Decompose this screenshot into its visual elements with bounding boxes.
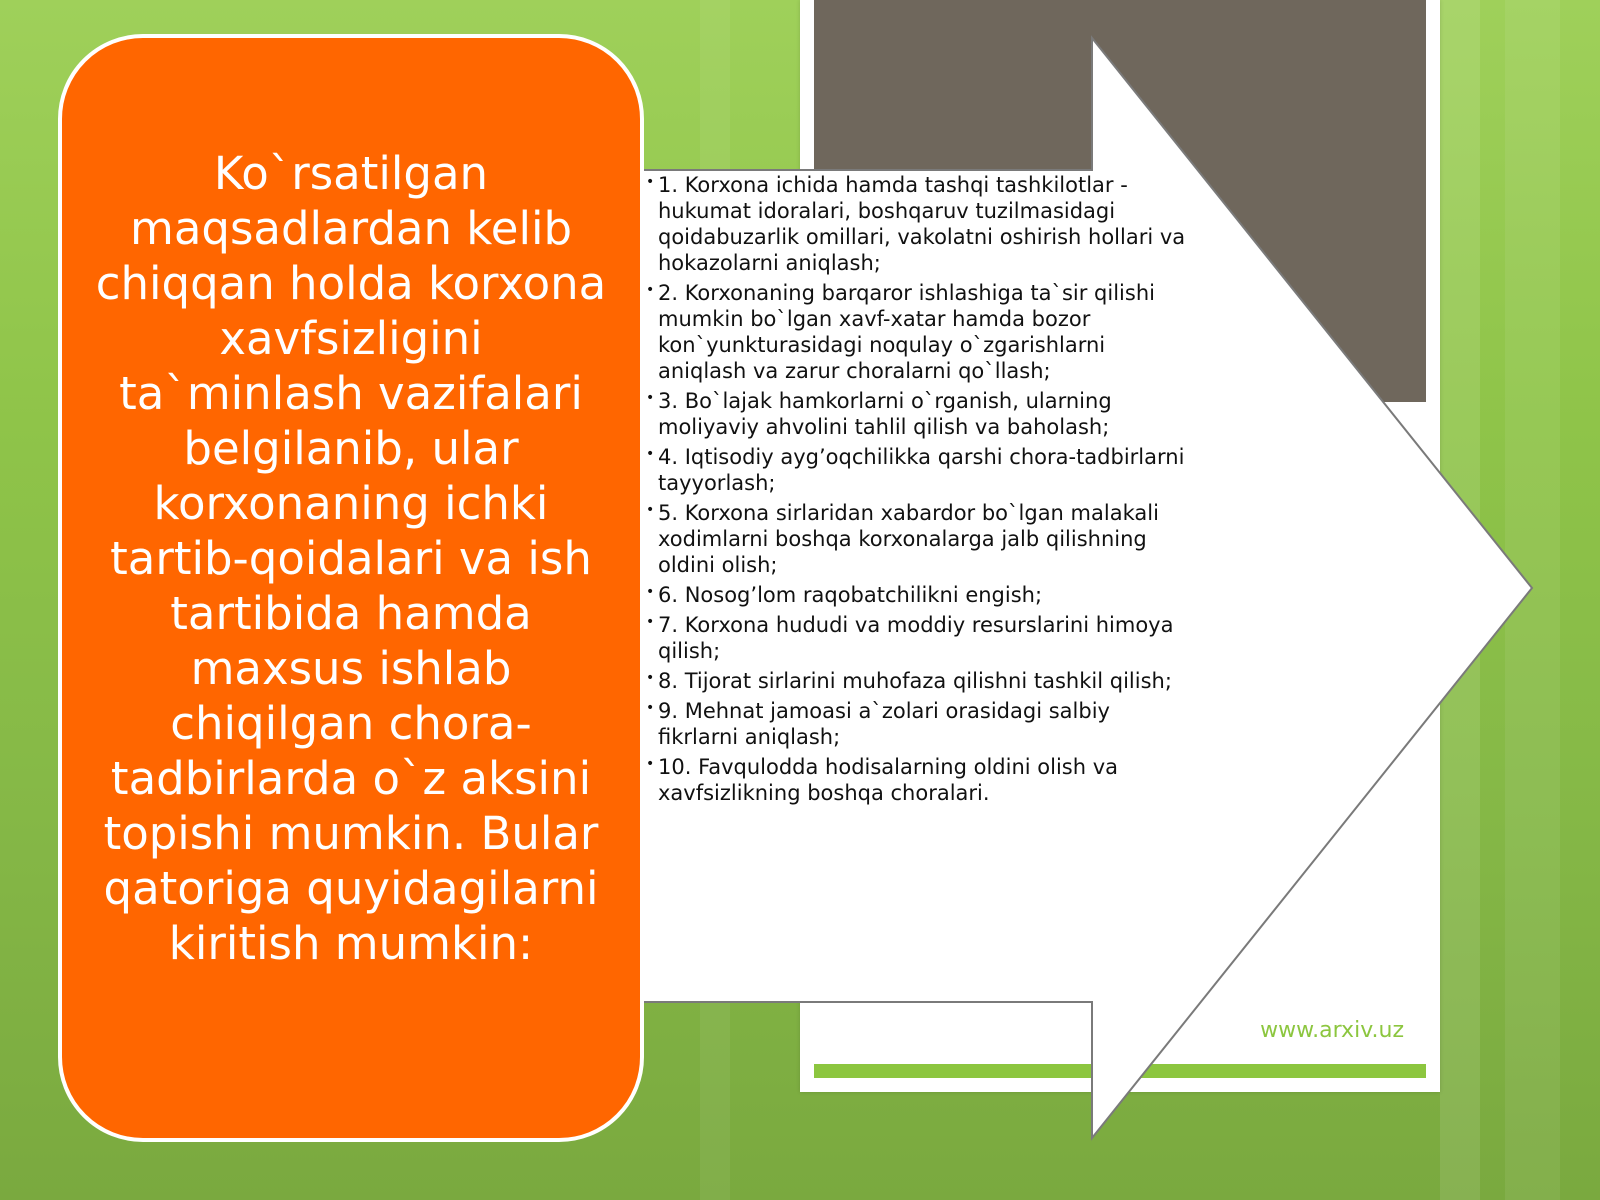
list-item-text: 6. Nosog’lom raqobatchilikni engish; [658,583,1043,607]
watermark-url: www.arxiv.uz [1260,1018,1404,1043]
bullet-icon: • [646,282,655,298]
bullet-icon: • [646,584,655,600]
list-item [646,444,1186,496]
measures-list [646,172,1186,810]
bullet-icon: • [646,614,655,630]
list-item-text: 7. Korxona hududi va moddiy resurslarini himoya qilish; [658,613,1174,663]
list-item-text: 4. Iqtisodiy ayg’oqchilikka qarshi chora-tadbirlarni tayyorlash; [658,445,1185,495]
bullet-icon: • [646,756,655,772]
list-item [646,698,1186,750]
bullet-icon: • [646,446,655,462]
list-item [646,668,1186,694]
list-item-text: 1. Korxona ichida hamda tashqi tashkilotlar - hukumat idoralari, boshqaruv tuzilmasidagi qoidabuzarlik omillari, vakolatni oshirish hollari va hokazolarni aniqlash; [658,173,1186,275]
list-item-text: 2. Korxonaning barqaror ishlashiga ta`sir qilishi mumkin bo`lgan xavf-xatar hamda bozor kon`yunkturasidagi noqulay o`zgarishlarni aniqlash va zarur choralarni qo`llash; [658,281,1155,383]
list-item [646,500,1186,578]
list-item-text: 3. Bo`lajak hamkorlarni o`rganish, ularning moliyaviy ahvolini tahlil qilish va baholash; [658,389,1112,439]
list-item [646,172,1186,276]
lead-text: Ko`rsatilgan maqsadlardan kelib chiqqan holda korxona xavfsizligini ta`minlash vazifalari belgilanib, ular korxonaning ichki tartib-qoidalari va ish tartibida hamda maxsus ishlab chiqilgan chora-tadbirlarda o`z aksini topishi mumkin. Bular qatoriga quyidagilarni kiritish mumkin: [95,147,607,970]
list-item-text: 9. Mehnat jamoasi a`zolari orasidagi salbiy fikrlarni aniqlash; [658,699,1110,749]
bullet-icon: • [646,670,655,686]
list-item [646,754,1186,806]
list-item [646,280,1186,384]
list-item-text: 10. Favqulodda hodisalarning oldini olish va xavfsizlikning boshqa choralari. [658,755,1119,805]
bullet-icon: • [646,174,655,190]
list-item-text: 8. Tijorat sirlarini muhofaza qilishni tashkil qilish; [658,669,1172,693]
list-item-text: 5. Korxona sirlaridan xabardor bo`lgan malakali xodimlarni boshqa korxonalarga jalb qilishning oldini olish; [658,501,1159,577]
list-item [646,612,1186,664]
list-item [646,582,1186,608]
bullet-icon: • [646,700,655,716]
list-item [646,388,1186,440]
bullet-icon: • [646,502,655,518]
lead-text-box [58,34,644,1142]
bullet-icon: • [646,390,655,406]
